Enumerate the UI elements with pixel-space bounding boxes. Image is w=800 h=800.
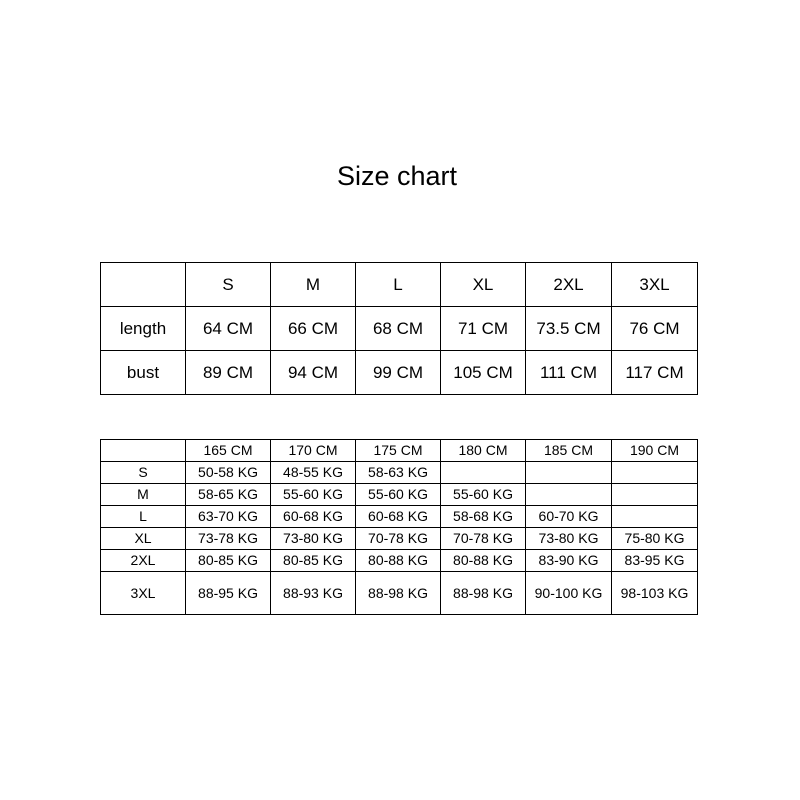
table-cell: 73-78 KG bbox=[186, 528, 271, 550]
table-cell: 70-78 KG bbox=[356, 528, 441, 550]
table-row bbox=[101, 307, 698, 351]
table-cell bbox=[612, 484, 698, 506]
header-cell-height: 165 CM bbox=[186, 440, 271, 462]
table-cell: 76 CM bbox=[612, 307, 698, 351]
table-cell bbox=[612, 572, 698, 615]
table-cell: 73-80 KG bbox=[526, 528, 612, 550]
header-cell-3xl: 3XL bbox=[612, 263, 698, 307]
table-cell: 88-93 KG bbox=[271, 572, 356, 615]
header-cell-xl: XL bbox=[441, 263, 526, 307]
table-row bbox=[101, 506, 698, 528]
table-cell: 80-85 KG bbox=[186, 550, 271, 572]
table-cell: 58-63 KG bbox=[356, 462, 441, 484]
header-cell-height: 190 CM bbox=[612, 440, 698, 462]
header-cell-empty bbox=[101, 263, 186, 307]
table-row bbox=[101, 528, 698, 550]
row-label: XL bbox=[101, 528, 186, 550]
table-cell: 58-68 KG bbox=[441, 506, 526, 528]
table-cell: 63-70 KG bbox=[186, 506, 271, 528]
table-cell: 55-60 KG bbox=[356, 484, 441, 506]
row-label: S bbox=[101, 462, 186, 484]
header-cell-empty bbox=[101, 440, 186, 462]
table-cell: 58-65 KG bbox=[186, 484, 271, 506]
measurement-table bbox=[100, 262, 698, 395]
table-row bbox=[101, 484, 698, 506]
header-cell-height: 185 CM bbox=[526, 440, 612, 462]
table-cell: 99 CM bbox=[356, 351, 441, 395]
header-cell-m: M bbox=[271, 263, 356, 307]
table-cell: 60-68 KG bbox=[356, 506, 441, 528]
header-cell-2xl: 2XL bbox=[526, 263, 612, 307]
table-cell: 60-68 KG bbox=[271, 506, 356, 528]
table-row bbox=[101, 462, 698, 484]
table-cell: 80-88 KG bbox=[441, 550, 526, 572]
table-cell: 48-55 KG bbox=[271, 462, 356, 484]
table-cell: 89 CM bbox=[186, 351, 271, 395]
table-cell: 73.5 CM bbox=[526, 307, 612, 351]
measurement-header-row bbox=[101, 263, 698, 307]
table-cell bbox=[526, 462, 612, 484]
table-cell: 88-95 KG bbox=[186, 572, 271, 615]
table-cell: 64 CM bbox=[186, 307, 271, 351]
table-cell: 83-90 KG bbox=[526, 550, 612, 572]
table-cell: 70-78 KG bbox=[441, 528, 526, 550]
row-label: L bbox=[101, 506, 186, 528]
table-cell: 88-98 KG bbox=[441, 572, 526, 615]
table-cell bbox=[526, 484, 612, 506]
header-cell-height: 175 CM bbox=[356, 440, 441, 462]
row-label: length bbox=[101, 307, 186, 351]
table-cell: 50-58 KG bbox=[186, 462, 271, 484]
row-label: M bbox=[101, 484, 186, 506]
table-cell: 55-60 KG bbox=[271, 484, 356, 506]
row-label: bust bbox=[101, 351, 186, 395]
table-cell: 117 CM bbox=[612, 351, 698, 395]
table-cell: 105 CM bbox=[441, 351, 526, 395]
size-recommendation-table bbox=[100, 439, 698, 615]
table-row bbox=[101, 572, 698, 615]
height-header-row bbox=[101, 440, 698, 462]
table-row bbox=[101, 351, 698, 395]
table-cell: 80-88 KG bbox=[356, 550, 441, 572]
table-cell: 75-80 KG bbox=[612, 528, 698, 550]
row-label: 3XL bbox=[101, 572, 186, 615]
header-cell-l: L bbox=[356, 263, 441, 307]
table-cell: 94 CM bbox=[271, 351, 356, 395]
header-cell-height: 170 CM bbox=[271, 440, 356, 462]
table-cell: 73-80 KG bbox=[271, 528, 356, 550]
table-cell: 71 CM bbox=[441, 307, 526, 351]
table-cell bbox=[526, 572, 612, 615]
table-cell bbox=[612, 462, 698, 484]
page-title: Size chart bbox=[336, 161, 458, 191]
header-cell-s: S bbox=[186, 263, 271, 307]
table-cell: 55-60 KG bbox=[441, 484, 526, 506]
table-cell: 60-70 KG bbox=[526, 506, 612, 528]
table-cell: 80-85 KG bbox=[271, 550, 356, 572]
table-cell: 66 CM bbox=[271, 307, 356, 351]
cell-text: 90-100 KG bbox=[534, 584, 603, 601]
cell-text: 98-103 KG bbox=[620, 584, 689, 601]
table-cell: 68 CM bbox=[356, 307, 441, 351]
table-cell bbox=[441, 462, 526, 484]
table-cell: 88-98 KG bbox=[356, 572, 441, 615]
header-cell-height: 180 CM bbox=[441, 440, 526, 462]
table-cell: 83-95 KG bbox=[612, 550, 698, 572]
row-label: 2XL bbox=[101, 550, 186, 572]
table-row bbox=[101, 550, 698, 572]
table-cell: 111 CM bbox=[526, 351, 612, 395]
table-cell bbox=[612, 506, 698, 528]
